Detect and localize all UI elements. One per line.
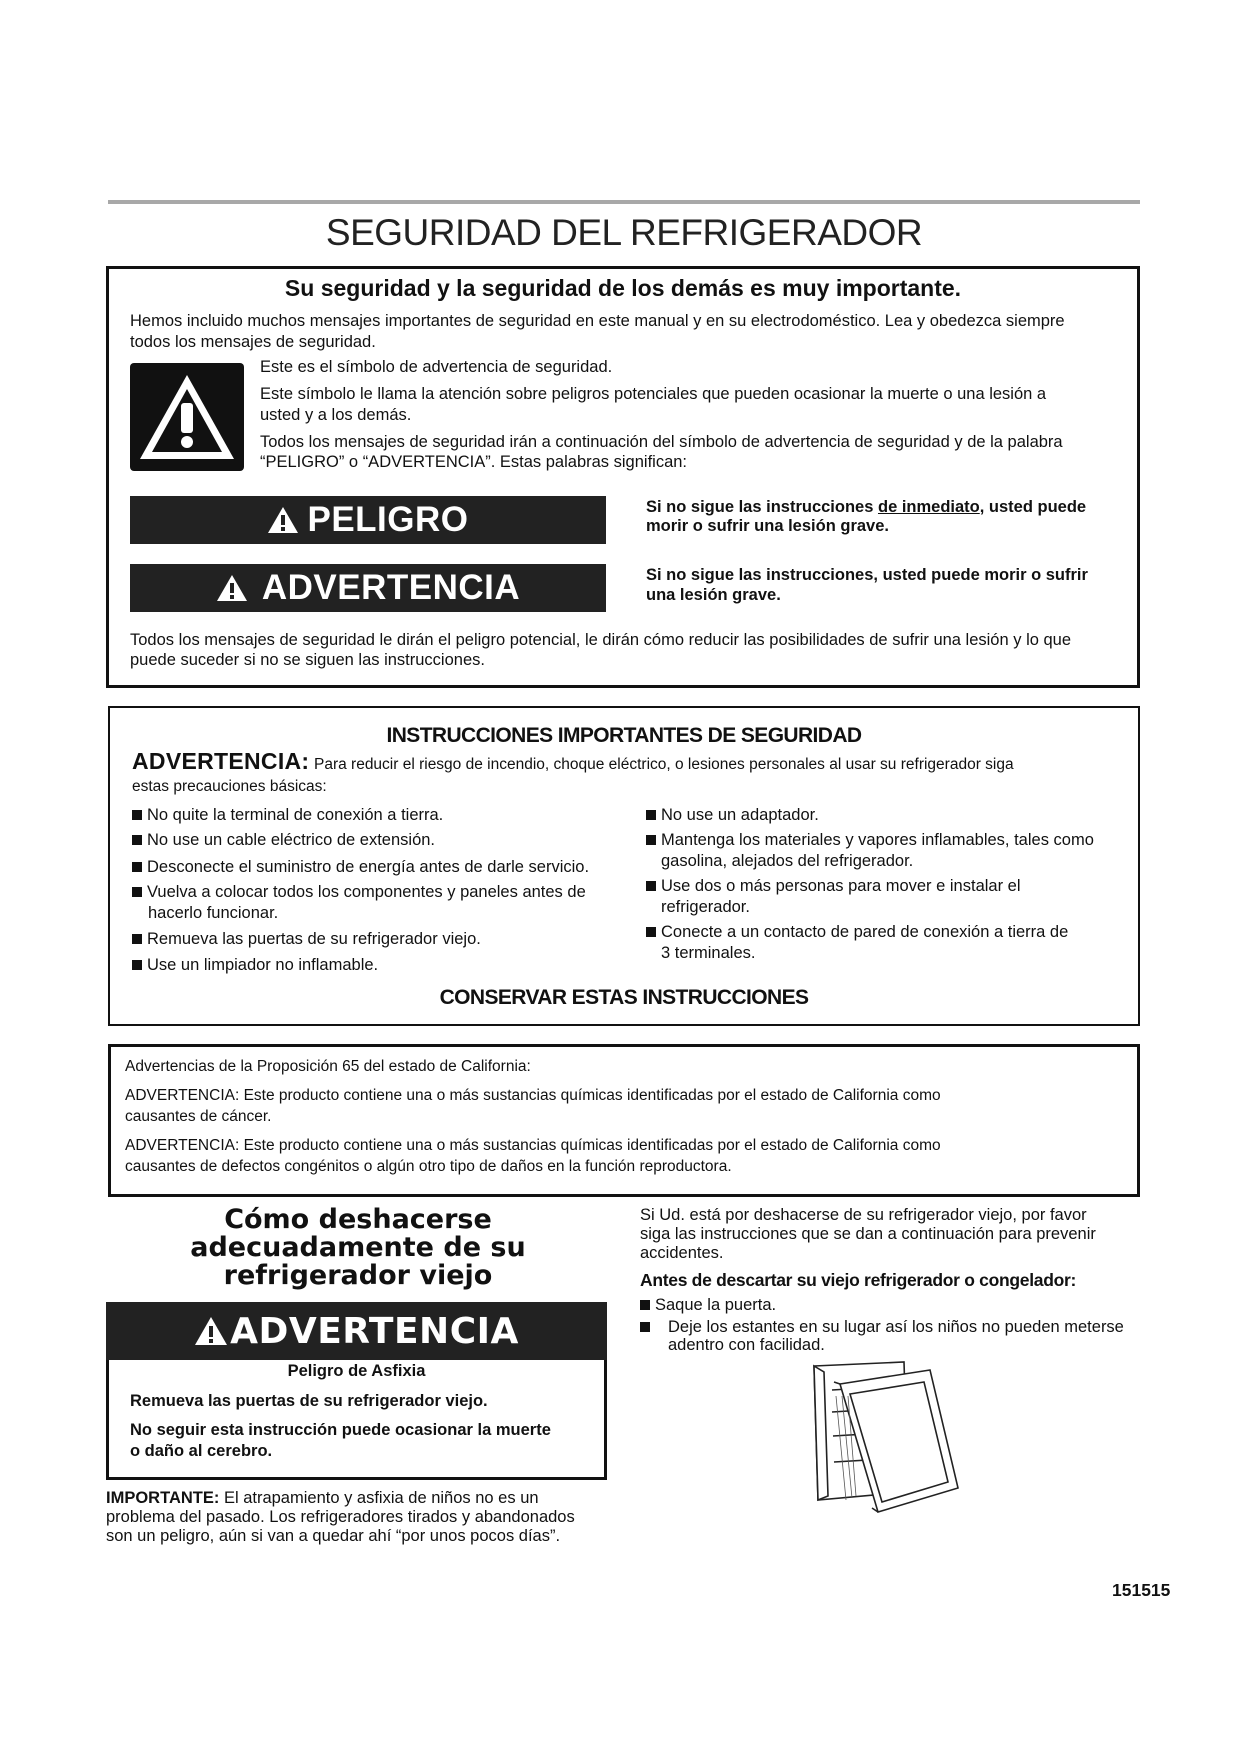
bullet-icon bbox=[132, 934, 142, 944]
right-intro-line-3: accidentes. bbox=[640, 1244, 724, 1262]
bullet-icon bbox=[132, 960, 142, 970]
symbol-line: Este es el símbolo de advertencia de seguridad. bbox=[260, 358, 613, 376]
symbol-desc-line-1: Este símbolo le llama la atención sobre peligros potenciales que pueden ocasionar la muerte o una lesión a bbox=[260, 385, 1047, 403]
left-item-2-text: No use un cable eléctrico de extensión. bbox=[147, 831, 436, 849]
important-line-2: problema del pasado. Los refrigeradores tirados y abandonados bbox=[106, 1508, 575, 1526]
right-heading: Antes de descartar su viejo refrigerador o congelador: bbox=[640, 1270, 1077, 1290]
right-item-3 bbox=[646, 876, 1021, 897]
danger-label: PELIGRO bbox=[307, 500, 469, 539]
safety-footer-line-1: Todos los mensajes de seguridad le dirán el peligro potencial, le dirán cómo reducir las posibilidades de sufrir una lesión y lo que bbox=[130, 631, 1072, 649]
disposal-title-line-3: refrigerador viejo bbox=[223, 1260, 493, 1291]
step-2 bbox=[640, 1318, 1124, 1336]
disposal-alert-icon bbox=[194, 1316, 228, 1346]
left-item-4 bbox=[132, 882, 586, 903]
important-label: IMPORTANTE: bbox=[106, 1489, 220, 1507]
danger-alert-icon bbox=[267, 506, 299, 534]
safety-intro-line-1: Hemos incluido muchos mensajes importantes de seguridad en este manual y en su electrodoméstico. Lea y obedezca siempre bbox=[130, 312, 1065, 330]
disposal-warning-banner bbox=[106, 1302, 607, 1360]
left-item-6 bbox=[132, 955, 378, 976]
left-item-3 bbox=[132, 857, 589, 878]
instructions-warning-line-1 bbox=[132, 748, 1014, 775]
bullet-icon bbox=[132, 835, 142, 845]
right-item-1-text: No use un adaptador. bbox=[661, 806, 819, 824]
bullet-icon bbox=[640, 1322, 650, 1332]
instructions-warning-line-2: estas precauciones básicas: bbox=[132, 778, 327, 795]
prop65-title: Advertencias de la Proposición 65 del estado de California: bbox=[125, 1058, 531, 1075]
left-item-4-cont: hacerlo funcionar. bbox=[148, 904, 279, 922]
right-intro-line-2: siga las instrucciones que se dan a continuación para prevenir bbox=[640, 1225, 1096, 1243]
prop65-w1-line-2: causantes de cáncer. bbox=[125, 1108, 272, 1125]
danger-desc-a: Si no sigue las instrucciones bbox=[646, 498, 878, 516]
disposal-title bbox=[108, 1206, 608, 1290]
bullet-icon bbox=[132, 887, 142, 897]
important-line-3: son un peligro, aún si van a quedar ahí “por unos pocos días”. bbox=[106, 1527, 561, 1545]
left-item-6-text: Use un limpiador no inflamable. bbox=[147, 956, 379, 974]
left-item-4-text: Vuelva a colocar todos los componentes y paneles antes de bbox=[147, 883, 586, 901]
disposal-warning-label: ADVERTENCIA bbox=[230, 1310, 519, 1352]
right-item-1 bbox=[646, 805, 819, 826]
danger-banner bbox=[130, 496, 606, 544]
step-1 bbox=[640, 1295, 776, 1316]
left-item-2 bbox=[132, 830, 435, 851]
right-item-3-text: Use dos o más personas para mover e instalar el bbox=[661, 877, 1021, 895]
right-item-4-cont: 3 terminales. bbox=[661, 944, 756, 962]
warning-banner bbox=[130, 564, 606, 612]
instructions-warning-text: Para reducir el riesgo de incendio, choque eléctrico, o lesiones personales al usar su refrigerador siga bbox=[313, 756, 1014, 773]
instruction-line: Remueva las puertas de su refrigerador viejo. bbox=[130, 1392, 488, 1410]
safety-alert-symbol bbox=[130, 363, 244, 471]
warning-label: ADVERTENCIA bbox=[261, 568, 521, 607]
instructions-warning-word: ADVERTENCIA: bbox=[132, 748, 310, 774]
left-item-3-text: Desconecte el suministro de energía antes de darle servicio. bbox=[147, 858, 590, 876]
disposal-title-line-1: Cómo deshacerse bbox=[224, 1204, 492, 1235]
warning-desc-line-1: Si no sigue las instrucciones, usted puede morir o sufrir bbox=[646, 566, 1088, 584]
right-item-2-text: Mantenga los materiales y vapores inflamables, tales como bbox=[661, 831, 1094, 849]
step-1-text: Saque la puerta. bbox=[655, 1296, 777, 1314]
prop65-w2-line-1: ADVERTENCIA: Este producto contiene una o más sustancias químicas identificadas por el estado de California como bbox=[125, 1137, 941, 1154]
right-item-2-cont: gasolina, alejados del refrigerador. bbox=[661, 852, 914, 870]
danger-desc-line-2: morir o sufrir una lesión grave. bbox=[646, 517, 889, 535]
important-line-1 bbox=[106, 1489, 539, 1508]
prop65-w2-line-2: causantes de defectos congénitos o algún otro tipo de daños en la función reproductora. bbox=[125, 1158, 732, 1175]
disposal-title-line-2: adecuadamente de su bbox=[190, 1232, 526, 1263]
left-item-1 bbox=[132, 805, 443, 826]
bullet-icon bbox=[132, 862, 142, 872]
bullet-icon bbox=[640, 1300, 650, 1310]
prop65-w1-line-1: ADVERTENCIA: Este producto contiene una o más sustancias químicas identificadas por el estado de California como bbox=[125, 1087, 941, 1104]
right-item-4-text: Conecte a un contacto de pared de conexión a tierra de bbox=[661, 923, 1069, 941]
warning-alert-icon bbox=[216, 574, 248, 602]
bullet-icon bbox=[132, 810, 142, 820]
step-2-text: Deje los estantes en su lugar así los niños no pueden meterse bbox=[668, 1318, 1124, 1336]
follow-line-2: “PELIGRO” o “ADVERTENCIA”. Estas palabras significan: bbox=[260, 453, 688, 471]
important-text-1: El atrapamiento y asfixia de niños no es un bbox=[219, 1489, 539, 1507]
danger-desc-b: , usted puede bbox=[979, 498, 1087, 516]
follow-line-1: Todos los mensajes de seguridad irán a continuación del símbolo de advertencia de seguridad y de la palabra bbox=[260, 433, 1063, 451]
instructions-heading: INSTRUCCIONES IMPORTANTES DE SEGURIDAD bbox=[386, 724, 862, 747]
consequence-line-1: No seguir esta instrucción puede ocasionar la muerte bbox=[130, 1421, 551, 1439]
danger-desc-line-1 bbox=[646, 497, 1086, 518]
right-item-3-cont: refrigerador. bbox=[661, 898, 750, 916]
symbol-desc-line-2: usted y a los demás. bbox=[260, 406, 412, 424]
warning-desc-line-2: una lesión grave. bbox=[646, 586, 781, 604]
left-item-5 bbox=[132, 929, 481, 950]
danger-desc-underlined: de inmediato bbox=[877, 498, 980, 516]
bullet-icon bbox=[646, 835, 656, 845]
right-item-2 bbox=[646, 830, 1094, 851]
step-2-cont: adentro con facilidad. bbox=[668, 1336, 825, 1354]
consequence-line-2: o daño al cerebro. bbox=[130, 1442, 273, 1460]
left-item-1-text: No quite la terminal de conexión a tierra. bbox=[147, 806, 444, 824]
safety-heading: Su seguridad y la seguridad de los demás es muy importante. bbox=[284, 275, 962, 301]
instructions-footer: CONSERVAR ESTAS INSTRUCCIONES bbox=[439, 986, 809, 1009]
safety-intro-line-2: todos los mensajes de seguridad. bbox=[130, 333, 376, 351]
top-rule bbox=[108, 200, 1140, 204]
document-number: 151515 bbox=[1112, 1580, 1171, 1600]
refrigerator-illustration bbox=[806, 1360, 966, 1520]
safety-footer-line-2: puede suceder si no se siguen las instrucciones. bbox=[130, 651, 485, 669]
bullet-icon bbox=[646, 927, 656, 937]
bullet-icon bbox=[646, 810, 656, 820]
warning-triangle-icon bbox=[130, 363, 244, 471]
right-item-4 bbox=[646, 922, 1068, 943]
page-title: SEGURIDAD DEL REFRIGERADOR bbox=[325, 212, 923, 253]
bullet-icon bbox=[646, 881, 656, 891]
hazard-line: Peligro de Asfixia bbox=[287, 1362, 426, 1380]
right-intro-line-1: Si Ud. está por deshacerse de su refrigerador viejo, por favor bbox=[640, 1206, 1087, 1224]
left-item-5-text: Remueva las puertas de su refrigerador viejo. bbox=[147, 930, 481, 948]
